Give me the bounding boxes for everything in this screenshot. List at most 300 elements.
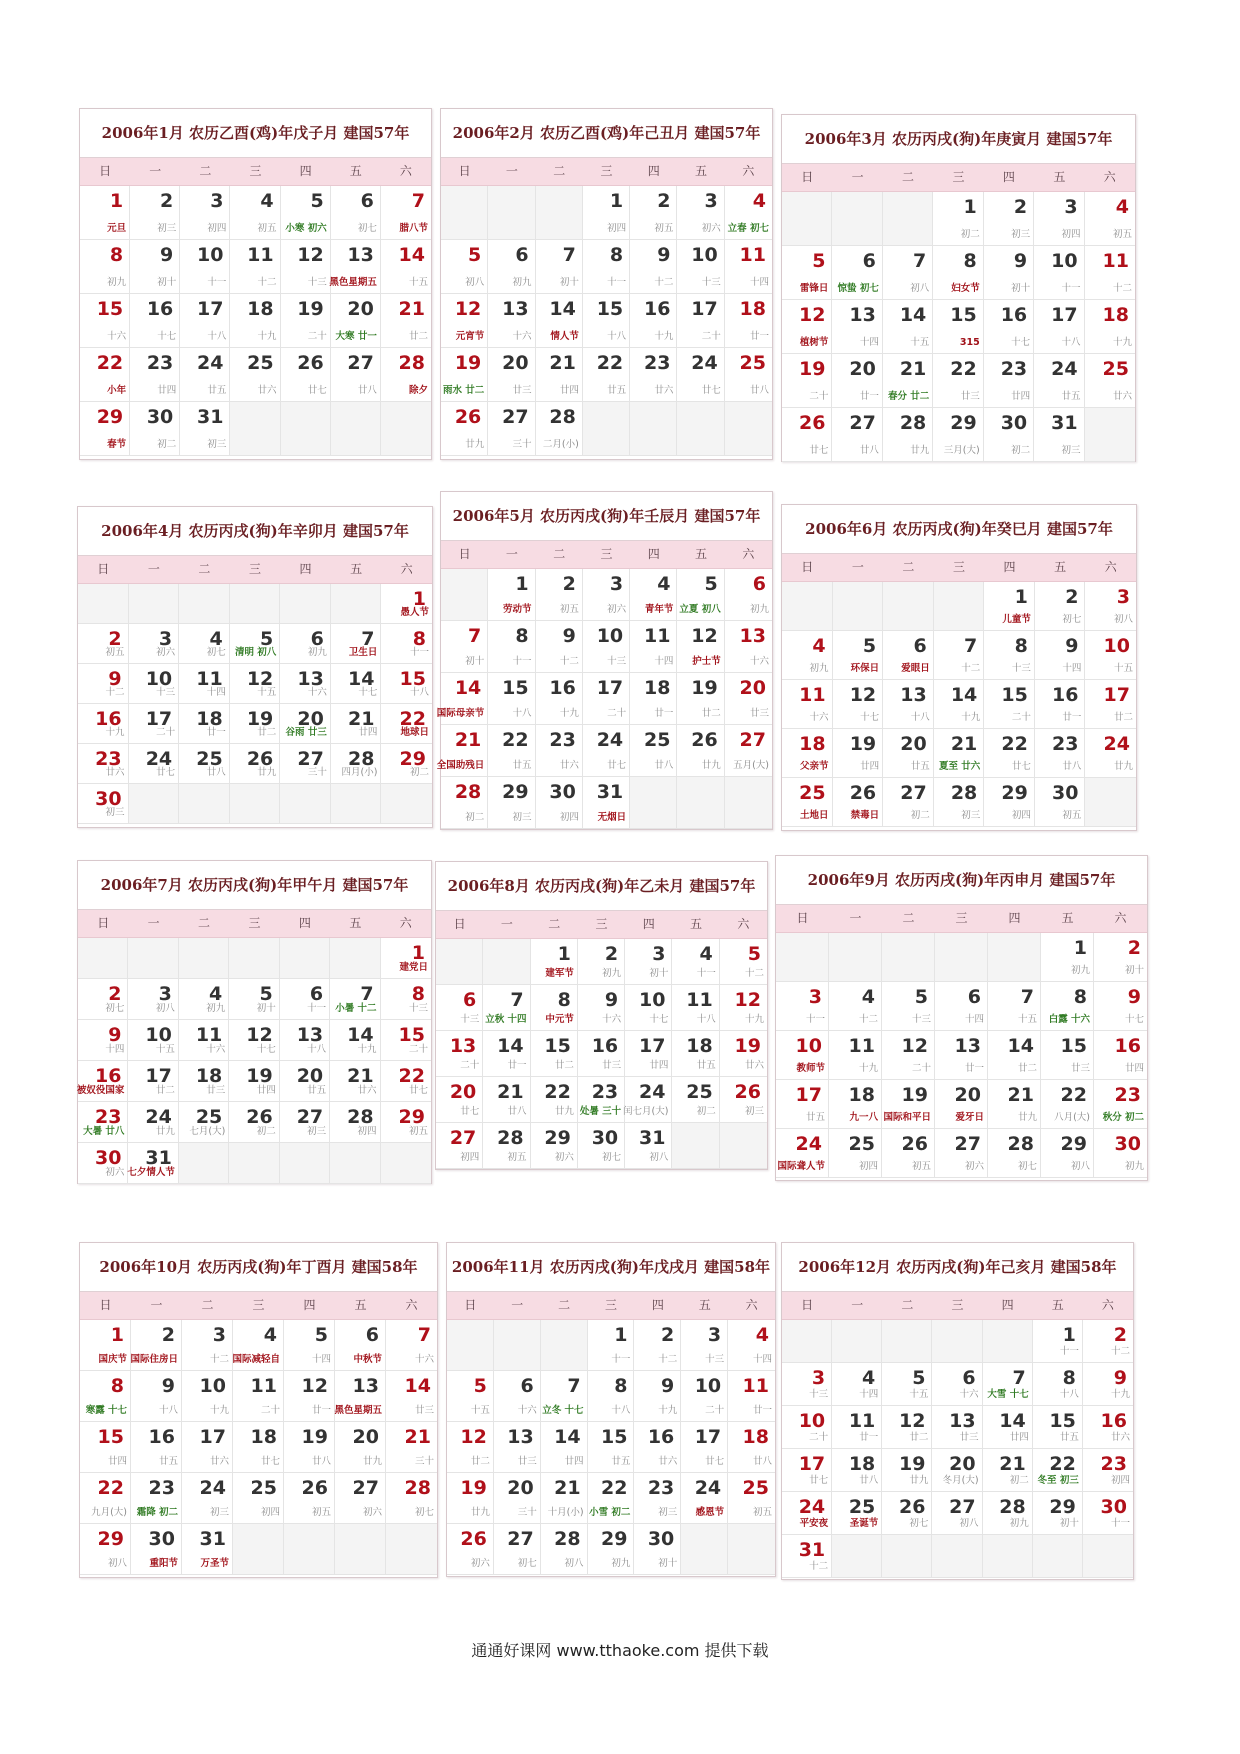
lunar-date-label: 初五 bbox=[257, 223, 277, 234]
day-number: 14 bbox=[899, 304, 927, 326]
day-number: 3 bbox=[1064, 196, 1078, 218]
day-cell bbox=[932, 1492, 982, 1535]
day-number: 13 bbox=[449, 1035, 477, 1057]
day-number: 25 bbox=[247, 352, 274, 374]
day-cell bbox=[829, 1129, 882, 1178]
day-cell bbox=[229, 979, 279, 1020]
day-number: 30 bbox=[146, 406, 174, 428]
empty-day-cell bbox=[447, 1320, 494, 1371]
day-number: 12 bbox=[691, 625, 718, 647]
day-number: 18 bbox=[848, 1453, 876, 1475]
day-cell bbox=[625, 939, 672, 985]
day-cell bbox=[776, 1129, 829, 1178]
weekday-label: 五 bbox=[695, 164, 708, 178]
day-number: 31 bbox=[196, 406, 224, 428]
day-number: 22 bbox=[1001, 733, 1028, 755]
lunar-date-label: 十四 bbox=[105, 1044, 125, 1055]
month-title: 2006年3月 农历丙戌(狗)年庚寅月 建国57年 bbox=[782, 115, 1135, 164]
day-cell bbox=[1085, 631, 1136, 680]
day-number: 5 bbox=[812, 250, 826, 272]
weekday-label: 日 bbox=[458, 164, 471, 178]
lunar-date-label: 廿七 bbox=[607, 760, 627, 771]
day-number: 14 bbox=[347, 1024, 374, 1046]
day-cell bbox=[833, 778, 884, 827]
day-cell bbox=[1085, 192, 1135, 246]
day-cell bbox=[180, 402, 230, 456]
day-cell bbox=[578, 1031, 625, 1077]
lunar-date-label: 十七 bbox=[1124, 1014, 1144, 1025]
day-number: 12 bbox=[297, 244, 324, 266]
lunar-date-label: 秋分 初二 bbox=[1102, 1112, 1144, 1123]
day-cell bbox=[182, 1422, 233, 1473]
day-cell bbox=[725, 240, 772, 294]
empty-day-cell bbox=[128, 938, 178, 979]
lunar-date-label: 初四 bbox=[207, 223, 227, 234]
lunar-date-label: 初五 bbox=[559, 604, 579, 615]
day-cell bbox=[934, 631, 985, 680]
lunar-date-label: 十二 bbox=[257, 277, 277, 288]
day-cell bbox=[331, 624, 382, 664]
day-cell bbox=[883, 354, 933, 408]
lunar-date-label: 初九 bbox=[206, 1003, 226, 1014]
lunar-date-label: 初七 bbox=[357, 223, 377, 234]
lunar-date-label: 十一 bbox=[607, 277, 627, 288]
lunar-date-label: 初九 bbox=[307, 647, 327, 658]
lunar-date-label: 廿一 bbox=[1062, 712, 1082, 723]
day-number: 10 bbox=[694, 1375, 722, 1397]
day-cell bbox=[80, 186, 130, 240]
lunar-date-label: 廿八 bbox=[654, 760, 674, 771]
month-calendar-apr bbox=[77, 506, 433, 828]
day-number: 5 bbox=[862, 635, 877, 657]
day-number: 20 bbox=[949, 1453, 976, 1475]
day-cell bbox=[833, 631, 884, 680]
day-number: 22 bbox=[96, 352, 124, 374]
empty-day-cell bbox=[934, 582, 985, 631]
empty-day-cell bbox=[436, 939, 483, 985]
empty-day-cell bbox=[331, 784, 382, 824]
day-number: 29 bbox=[97, 1528, 124, 1550]
day-number: 11 bbox=[250, 1375, 277, 1397]
day-cell bbox=[883, 246, 933, 300]
day-cell bbox=[436, 1077, 483, 1123]
weekday-label: 四 bbox=[303, 1298, 316, 1312]
day-number: 22 bbox=[596, 352, 624, 374]
day-number: 13 bbox=[739, 625, 766, 647]
day-number: 15 bbox=[544, 1035, 571, 1057]
weekday-label: 三 bbox=[604, 1298, 617, 1312]
day-cell bbox=[281, 240, 331, 294]
day-number: 7 bbox=[913, 250, 927, 272]
day-number: 21 bbox=[454, 729, 482, 751]
day-number: 25 bbox=[739, 352, 766, 374]
day-number: 11 bbox=[848, 1410, 876, 1432]
lunar-date-label: 廿八 bbox=[859, 1475, 879, 1486]
day-cell bbox=[229, 1020, 279, 1061]
lunar-date-label: 十二 bbox=[658, 1354, 678, 1365]
day-cell bbox=[882, 1406, 932, 1449]
lunar-date-label: 初七 bbox=[602, 1152, 622, 1163]
weekday-label: 一 bbox=[147, 916, 160, 930]
lunar-date-label: 初九 bbox=[1124, 1161, 1144, 1172]
weekday-label: 四 bbox=[1003, 560, 1016, 574]
day-cell bbox=[625, 1031, 672, 1077]
day-cell bbox=[131, 1524, 182, 1575]
day-number: 24 bbox=[1103, 733, 1130, 755]
lunar-date-label: 十三 bbox=[307, 277, 327, 288]
day-cell bbox=[983, 1406, 1033, 1449]
day-number: 25 bbox=[1102, 358, 1129, 380]
day-number: 3 bbox=[704, 190, 718, 212]
day-number: 9 bbox=[108, 668, 122, 690]
weekday-label: 二 bbox=[199, 164, 212, 178]
day-number: 2 bbox=[1013, 196, 1028, 218]
day-number: 27 bbox=[849, 412, 876, 434]
day-cell bbox=[1035, 631, 1086, 680]
weekday-label: 二 bbox=[558, 1298, 571, 1312]
day-number: 13 bbox=[849, 304, 876, 326]
empty-day-cell bbox=[441, 569, 488, 621]
day-cell bbox=[381, 979, 431, 1020]
day-cell bbox=[578, 1123, 625, 1169]
day-number: 28 bbox=[950, 782, 978, 804]
day-cell bbox=[984, 778, 1035, 827]
lunar-date-label: 十八 bbox=[910, 712, 930, 723]
day-number: 28 bbox=[454, 781, 482, 803]
lunar-date-label: 中元节 bbox=[545, 1014, 574, 1025]
day-number: 17 bbox=[1103, 684, 1130, 706]
day-cell bbox=[681, 1473, 728, 1524]
empty-day-cell bbox=[179, 1143, 229, 1184]
day-cell bbox=[932, 1406, 982, 1449]
day-number: 27 bbox=[347, 352, 374, 374]
day-cell bbox=[330, 1102, 380, 1143]
day-cell bbox=[280, 1102, 330, 1143]
lunar-date-label: 初七 bbox=[206, 647, 226, 658]
day-cell bbox=[488, 240, 535, 294]
day-cell bbox=[578, 1077, 625, 1123]
lunar-date-label: 十二 bbox=[209, 1354, 229, 1365]
day-number: 2 bbox=[1127, 937, 1141, 959]
day-cell bbox=[129, 704, 180, 744]
lunar-date-label: 劳动节 bbox=[503, 604, 532, 615]
day-grid bbox=[436, 939, 767, 1169]
day-cell bbox=[447, 1371, 494, 1422]
day-number: 8 bbox=[412, 628, 426, 650]
weekday-label: 三 bbox=[951, 1298, 964, 1312]
day-number: 6 bbox=[862, 250, 876, 272]
lunar-date-label: 廿七 bbox=[460, 1106, 480, 1117]
lunar-date-label: 禁毒日 bbox=[850, 810, 880, 821]
day-number: 19 bbox=[297, 298, 324, 320]
day-number: 29 bbox=[96, 406, 124, 428]
weekday-label: 一 bbox=[851, 560, 864, 574]
empty-day-cell bbox=[725, 777, 772, 829]
day-cell bbox=[681, 1422, 728, 1473]
day-number: 14 bbox=[398, 244, 425, 266]
day-cell bbox=[634, 1473, 681, 1524]
lunar-date-label: 廿六 bbox=[654, 385, 674, 396]
day-number: 14 bbox=[549, 298, 576, 320]
day-number: 16 bbox=[643, 298, 671, 320]
day-number: 10 bbox=[1103, 635, 1130, 657]
day-cell bbox=[386, 1473, 437, 1524]
lunar-date-label: 廿四 bbox=[256, 1085, 276, 1096]
day-cell bbox=[588, 1320, 635, 1371]
day-number: 24 bbox=[596, 729, 624, 751]
day-number: 7 bbox=[417, 1324, 431, 1346]
lunar-date-label: 初三 bbox=[157, 223, 177, 234]
lunar-date-label: 二十 bbox=[460, 1060, 480, 1071]
day-cell bbox=[1033, 1363, 1083, 1406]
day-number: 30 bbox=[549, 781, 576, 803]
lunar-date-label: 八月(大) bbox=[1054, 1112, 1090, 1123]
day-cell bbox=[335, 1473, 386, 1524]
day-number: 17 bbox=[596, 677, 624, 699]
day-number: 26 bbox=[246, 1106, 273, 1128]
day-number: 4 bbox=[657, 573, 671, 595]
day-cell bbox=[436, 725, 488, 777]
weekday-label: 五 bbox=[698, 1298, 711, 1312]
day-cell bbox=[630, 621, 677, 673]
lunar-date-label: 谷雨 廿三 bbox=[285, 727, 327, 738]
day-number: 16 bbox=[1114, 1035, 1141, 1057]
empty-day-cell bbox=[229, 938, 279, 979]
month-calendar-mar bbox=[781, 114, 1136, 462]
day-cell bbox=[488, 777, 535, 829]
day-cell bbox=[1094, 1031, 1147, 1080]
empty-day-cell bbox=[281, 402, 331, 456]
day-number: 5 bbox=[310, 190, 324, 212]
day-number: 21 bbox=[1007, 1084, 1034, 1106]
day-cell bbox=[677, 348, 724, 402]
day-cell bbox=[1034, 408, 1084, 462]
weekday-label: 二 bbox=[553, 547, 566, 561]
day-number: 20 bbox=[449, 1081, 477, 1103]
lunar-date-label: 国庆节 bbox=[98, 1354, 127, 1365]
weekday-label: 日 bbox=[99, 1298, 112, 1312]
lunar-date-label: 十九 bbox=[559, 708, 579, 719]
empty-day-cell bbox=[728, 1524, 775, 1575]
day-number: 12 bbox=[454, 298, 482, 320]
lunar-date-label: 廿七 bbox=[156, 767, 176, 778]
lunar-date-label: 廿五 bbox=[1061, 391, 1081, 402]
lunar-date-label: 廿七 bbox=[809, 445, 829, 456]
lunar-date-label: 闰七月(大) bbox=[623, 1106, 669, 1117]
lunar-date-label: 建党日 bbox=[399, 962, 428, 973]
day-cell bbox=[934, 729, 985, 778]
lunar-date-label: 廿四 bbox=[1011, 391, 1031, 402]
day-cell bbox=[1085, 680, 1136, 729]
day-number: 8 bbox=[109, 244, 124, 266]
lunar-date-label: 立春 初七 bbox=[727, 223, 769, 234]
day-number: 2 bbox=[604, 943, 619, 965]
lunar-date-label: 小暑 十二 bbox=[335, 1003, 377, 1014]
lunar-date-label: 立冬 十七 bbox=[542, 1405, 584, 1416]
day-cell bbox=[129, 664, 180, 704]
month-title: 2006年9月 农历丙戌(狗)年丙申月 建国57年 bbox=[776, 856, 1147, 905]
weekday-header bbox=[436, 911, 767, 939]
lunar-date-label: 十七 bbox=[649, 1014, 669, 1025]
day-cell bbox=[677, 186, 724, 240]
weekday-label: 一 bbox=[505, 547, 518, 561]
empty-day-cell bbox=[381, 402, 431, 456]
day-cell bbox=[672, 1077, 719, 1123]
lunar-date-label: 十八 bbox=[611, 1405, 631, 1416]
day-cell bbox=[381, 624, 432, 664]
lunar-date-label: 初八 bbox=[649, 1152, 669, 1163]
lunar-date-label: 廿四 bbox=[107, 1456, 127, 1467]
day-number: 1 bbox=[412, 588, 426, 610]
lunar-date-label: 十五 bbox=[1113, 663, 1133, 674]
day-cell bbox=[832, 354, 882, 408]
day-number: 7 bbox=[411, 190, 425, 212]
day-cell bbox=[284, 1320, 335, 1371]
lunar-date-label: 十月(小) bbox=[547, 1507, 584, 1518]
empty-day-cell bbox=[983, 1535, 1033, 1578]
lunar-date-label: 初九 bbox=[107, 277, 127, 288]
day-number: 20 bbox=[352, 1426, 379, 1448]
lunar-date-label: 初九 bbox=[602, 968, 622, 979]
lunar-date-label: 十一 bbox=[1061, 283, 1081, 294]
lunar-date-label: 三十 bbox=[512, 439, 532, 450]
lunar-date-label: 儿童节 bbox=[1002, 614, 1031, 625]
lunar-date-label: 十四 bbox=[752, 1354, 772, 1365]
day-number: 25 bbox=[196, 748, 223, 770]
day-cell bbox=[1094, 933, 1147, 982]
day-number: 18 bbox=[247, 298, 274, 320]
lunar-date-label: 廿八 bbox=[357, 385, 377, 396]
lunar-date-label: 初五 bbox=[1112, 229, 1132, 240]
month-title: 2006年5月 农历丙戌(狗)年壬辰月 建国57年 bbox=[441, 492, 772, 541]
weekday-label: 四 bbox=[1001, 1298, 1014, 1312]
month-title: 2006年8月 农历丙戌(狗)年乙未月 建国57年 bbox=[436, 862, 767, 911]
weekday-label: 二 bbox=[902, 170, 915, 184]
month-title: 2006年11月 农历丙戌(狗)年戊戌月 建国58年 bbox=[447, 1243, 775, 1292]
weekday-label: 三 bbox=[249, 164, 262, 178]
empty-day-cell bbox=[782, 192, 832, 246]
weekday-header bbox=[776, 905, 1147, 933]
lunar-date-label: 元旦 bbox=[107, 223, 127, 234]
day-number: 8 bbox=[557, 989, 571, 1011]
day-cell bbox=[583, 621, 630, 673]
weekday-header bbox=[782, 554, 1136, 582]
lunar-date-label: 大雪 十七 bbox=[987, 1389, 1029, 1400]
day-number: 30 bbox=[94, 1147, 122, 1169]
lunar-date-label: 初四 bbox=[559, 812, 579, 823]
day-number: 3 bbox=[158, 983, 172, 1005]
lunar-date-label: 初八 bbox=[1113, 614, 1133, 625]
weekday-header bbox=[78, 556, 432, 584]
day-number: 26 bbox=[691, 729, 718, 751]
weekday-label: 三 bbox=[252, 1298, 265, 1312]
day-number: 13 bbox=[296, 1024, 324, 1046]
day-number: 15 bbox=[398, 1024, 425, 1046]
empty-day-cell bbox=[829, 933, 882, 982]
lunar-date-label: 除夕 bbox=[408, 385, 428, 396]
empty-day-cell bbox=[494, 1320, 541, 1371]
month-calendar-oct bbox=[79, 1242, 438, 1578]
day-cell bbox=[331, 744, 382, 784]
day-number: 26 bbox=[734, 1081, 761, 1103]
day-cell bbox=[179, 624, 230, 664]
empty-day-cell bbox=[681, 1524, 728, 1575]
empty-day-cell bbox=[284, 1524, 335, 1575]
lunar-date-label: 初六 bbox=[607, 604, 627, 615]
day-cell bbox=[129, 624, 180, 664]
lunar-date-label: 初四 bbox=[607, 223, 627, 234]
day-cell bbox=[1041, 1080, 1094, 1129]
empty-day-cell bbox=[280, 938, 330, 979]
empty-day-cell bbox=[1033, 1535, 1083, 1578]
day-cell bbox=[578, 985, 625, 1031]
weekday-label: 三 bbox=[248, 916, 261, 930]
lunar-date-label: 初九 bbox=[1070, 965, 1090, 976]
day-cell bbox=[182, 1524, 233, 1575]
day-number: 20 bbox=[347, 298, 374, 320]
day-cell bbox=[78, 1143, 128, 1184]
empty-day-cell bbox=[1083, 1535, 1133, 1578]
day-number: 11 bbox=[196, 668, 223, 690]
day-cell bbox=[179, 1061, 229, 1102]
day-cell bbox=[782, 1492, 832, 1535]
lunar-date-label: 小寒 初六 bbox=[285, 223, 327, 234]
day-cell bbox=[1033, 1492, 1083, 1535]
day-number: 1 bbox=[963, 196, 977, 218]
day-cell bbox=[436, 1123, 483, 1169]
day-number: 23 bbox=[591, 1081, 619, 1103]
day-cell bbox=[1083, 1406, 1133, 1449]
empty-day-cell bbox=[330, 938, 380, 979]
lunar-date-label: 初二 bbox=[409, 767, 429, 778]
weekday-label: 三 bbox=[248, 562, 261, 576]
empty-day-cell bbox=[672, 1123, 719, 1169]
day-number: 8 bbox=[110, 1375, 124, 1397]
empty-day-cell bbox=[441, 186, 488, 240]
month-calendar-sep bbox=[775, 855, 1148, 1181]
day-number: 24 bbox=[199, 1477, 226, 1499]
day-cell bbox=[829, 1080, 882, 1129]
lunar-date-label: 初七 bbox=[1062, 614, 1082, 625]
day-cell bbox=[179, 979, 229, 1020]
day-cell bbox=[933, 354, 983, 408]
day-number: 19 bbox=[898, 1453, 926, 1475]
lunar-date-label: 十二 bbox=[105, 687, 125, 698]
empty-day-cell bbox=[832, 1320, 882, 1363]
lunar-date-label: 十二 bbox=[654, 277, 674, 288]
day-cell bbox=[230, 294, 280, 348]
lunar-date-label: 初八 bbox=[564, 1558, 584, 1569]
lunar-date-label: 十四 bbox=[859, 337, 879, 348]
day-cell bbox=[284, 1422, 335, 1473]
weekday-label: 日 bbox=[801, 560, 814, 574]
day-cell bbox=[1083, 1363, 1133, 1406]
day-cell bbox=[381, 938, 431, 979]
day-cell bbox=[80, 240, 130, 294]
day-number: 14 bbox=[347, 668, 375, 690]
empty-day-cell bbox=[782, 582, 833, 631]
day-cell bbox=[1035, 778, 1086, 827]
day-number: 4 bbox=[263, 1324, 277, 1346]
lunar-date-label: 三十 bbox=[307, 767, 327, 778]
day-cell bbox=[630, 240, 677, 294]
day-cell bbox=[331, 186, 381, 240]
day-cell bbox=[80, 1524, 131, 1575]
day-cell bbox=[128, 1143, 178, 1184]
day-number: 26 bbox=[901, 1133, 928, 1155]
day-number: 17 bbox=[691, 298, 718, 320]
day-number: 15 bbox=[399, 668, 426, 690]
